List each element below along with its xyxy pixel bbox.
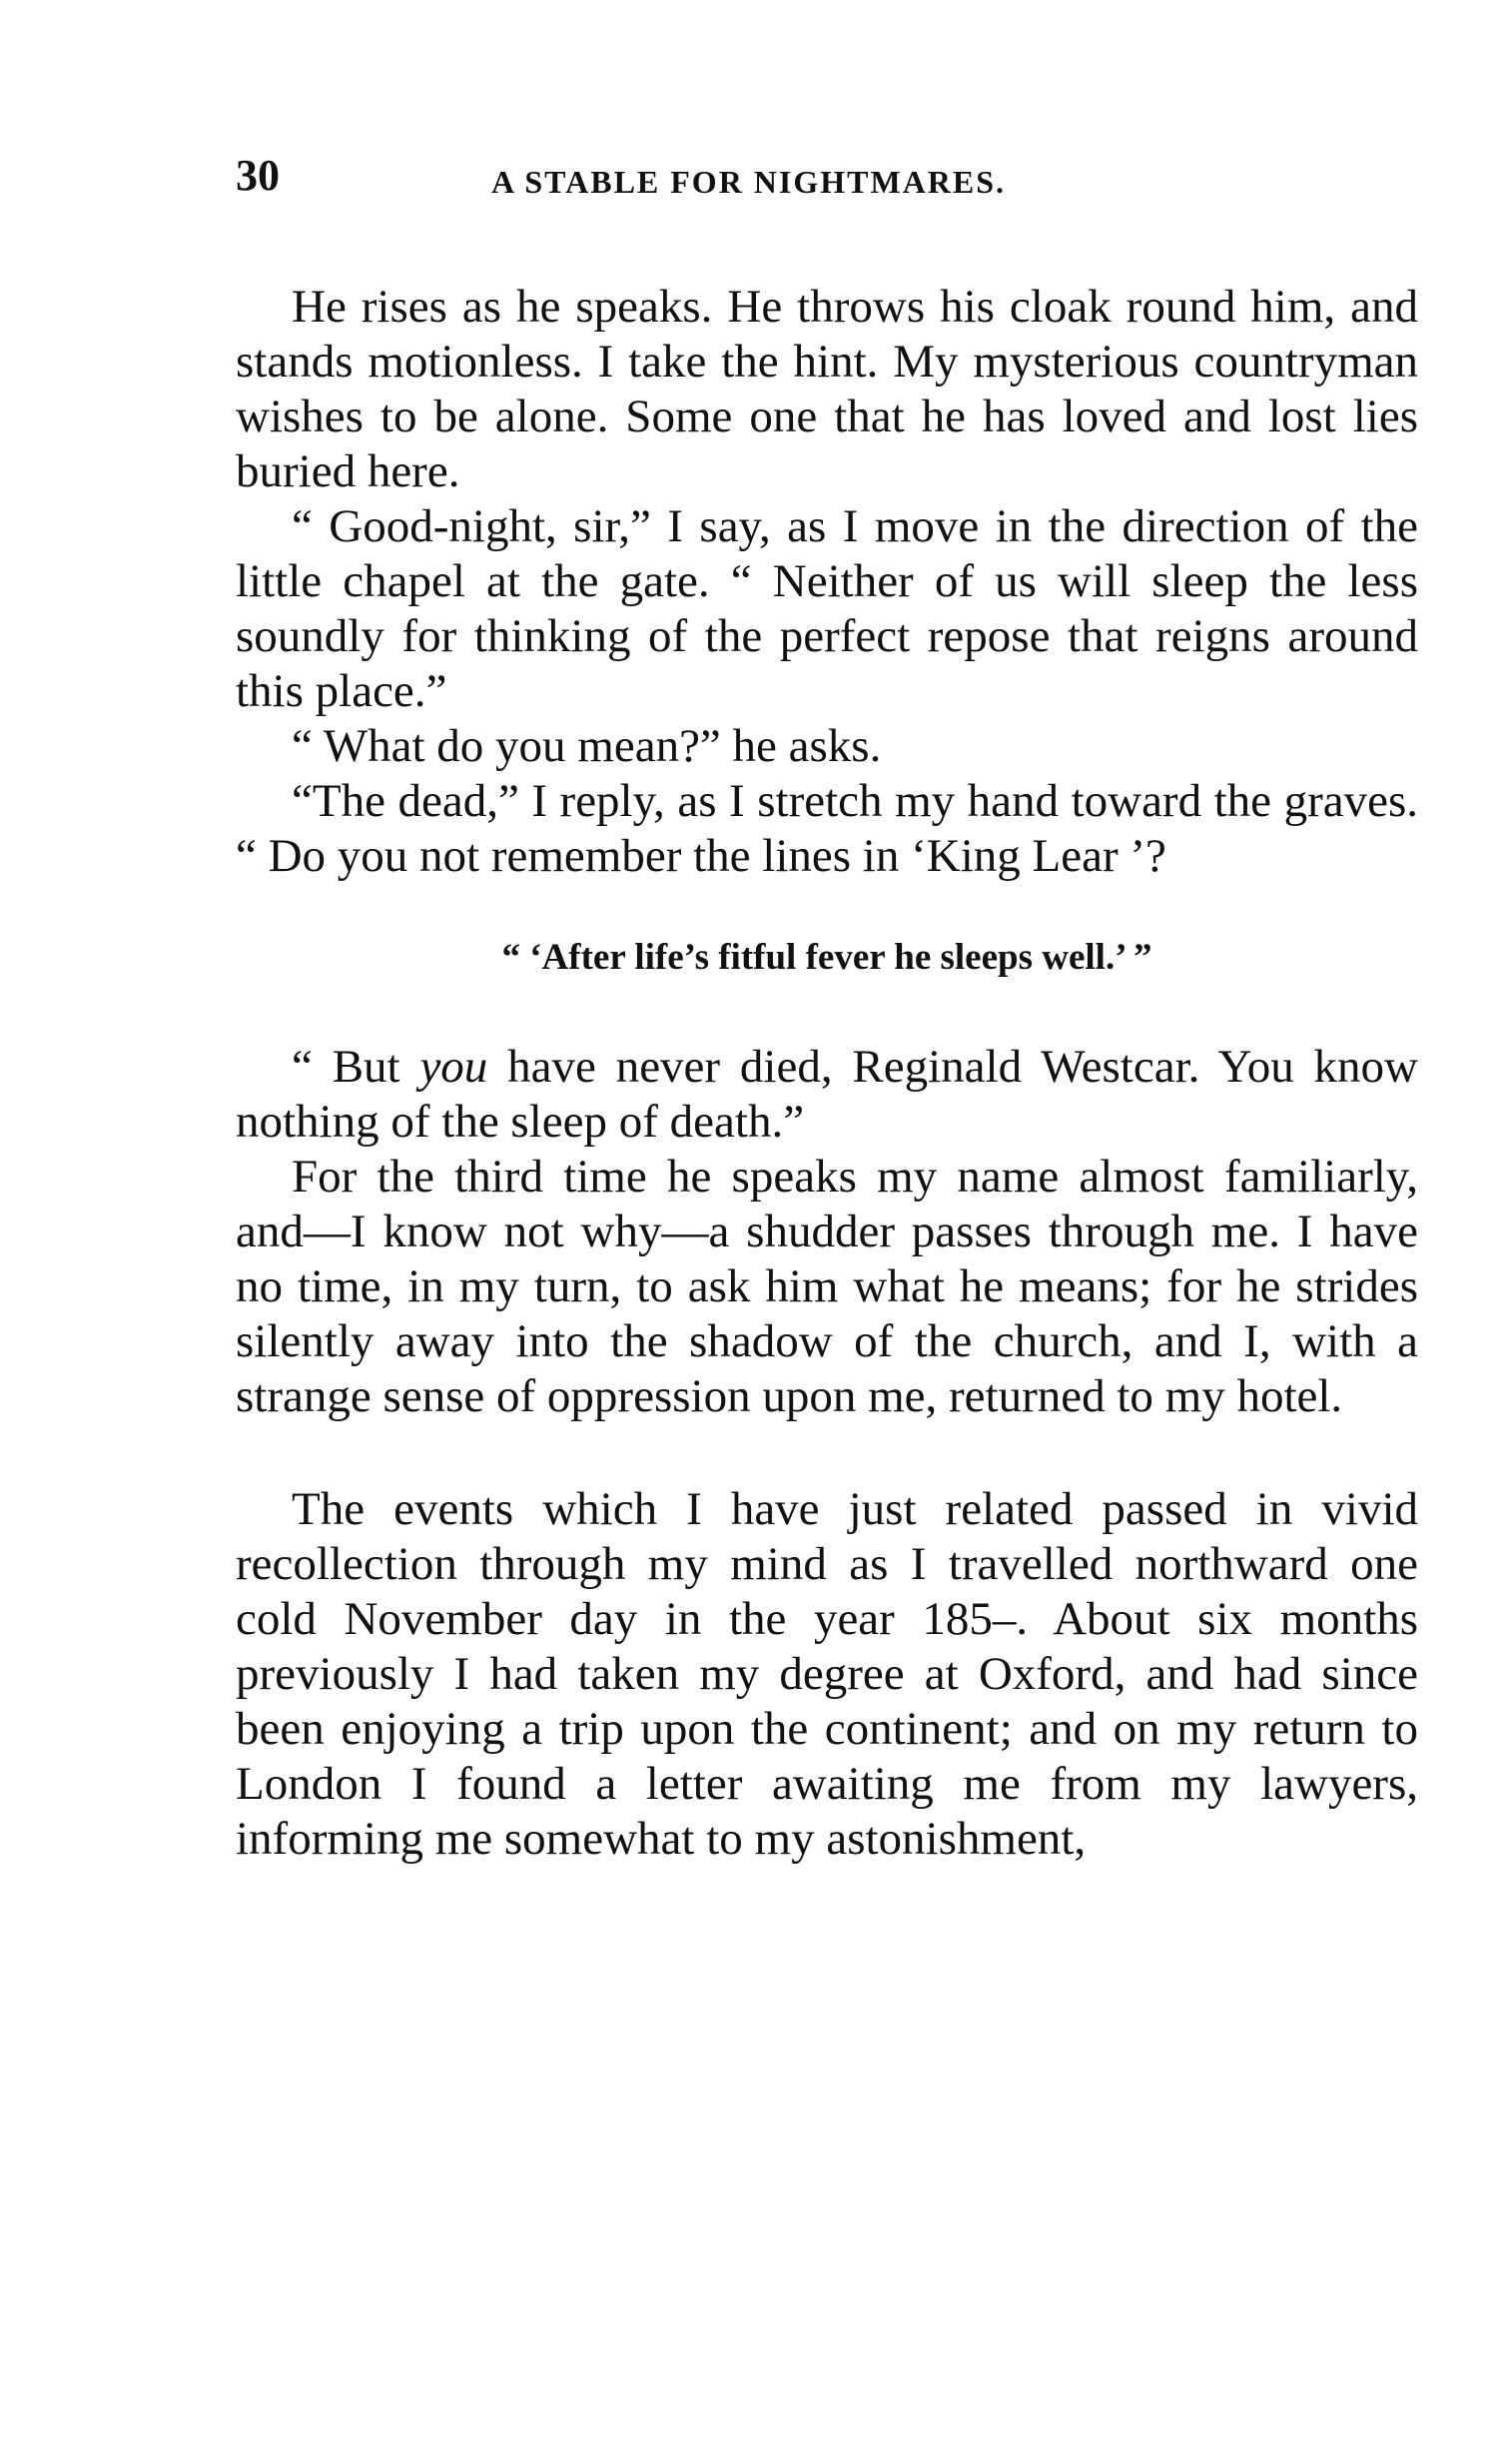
paragraph-4: “The dead,” I reply, as I stretch my hand toward the graves. “ Do you not remember the lines in ‘King Lear ’? bbox=[236, 775, 1418, 882]
emphasis-you: you bbox=[419, 1041, 488, 1093]
paragraph-3: “ What do you mean?” he asks. bbox=[292, 720, 882, 772]
running-head bbox=[236, 150, 1418, 220]
body-text bbox=[236, 280, 1418, 1867]
running-title: A STABLE FOR NIGHTMARES. bbox=[491, 164, 1007, 200]
paragraph-2: “ Good-night, sir,” I say, as I move in the direction of the little chapel at the gate. “ Neither of us will sleep the less soundly for thinking of the perfect repose that reigns around this place.” bbox=[236, 500, 1418, 717]
paragraph-5 bbox=[236, 1040, 1418, 1150]
paragraph-5-start: “ But bbox=[292, 1041, 420, 1093]
paragraph-1: He rises as he speaks. He throws his cloak round him, and stands motionless. I take the hint. My mysterious countryman wishes to be alone. Some one that he has loved and lost lies buried here. bbox=[236, 281, 1418, 497]
section-break bbox=[236, 1424, 1418, 1482]
block-quote: “ ‘After life’s fitful fever he sleeps well.’ ” bbox=[501, 937, 1152, 978]
paragraph-7: The events which I have just related passed in vivid recollection through my mind as I travelled northward one cold November day in the year 185–. About six months previously I had taken my degree at Oxford, and had since been enjoying a trip upon the continent; and on my return to London I found a letter awaiting me from my lawyers, informing me somewhat to my astonishment, bbox=[236, 1483, 1418, 1865]
paragraph-5-end: have never died, Reginald Westcar. You know nothing of the sleep of death.” bbox=[236, 1041, 1418, 1148]
page-number: 30 bbox=[236, 151, 280, 200]
paragraph-6: For the third time he speaks my name almost familiarly, and—I know not why—a shudder passes through me. I have no time, in my turn, to ask him what he means; for he strides silently away into the shadow of the church, and I, with a strange sense of oppression upon me, returned to my hotel. bbox=[236, 1151, 1418, 1422]
book-page bbox=[236, 150, 1418, 1867]
